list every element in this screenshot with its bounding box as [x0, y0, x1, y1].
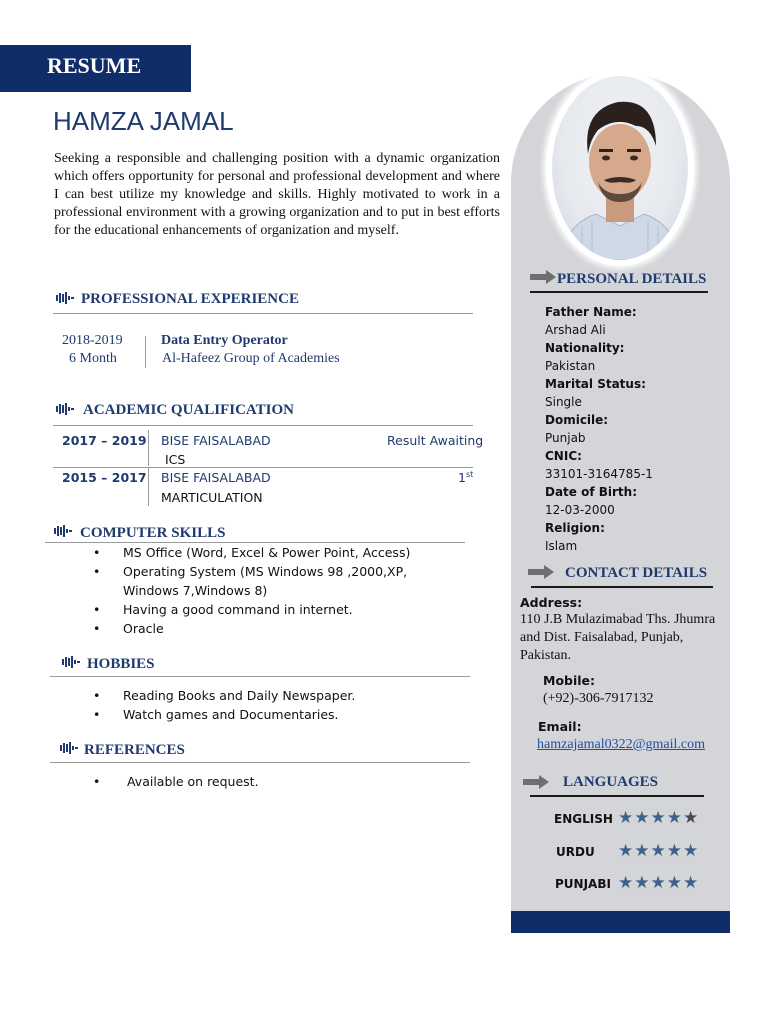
- field-value: Islam: [545, 539, 578, 553]
- divider: [531, 586, 713, 588]
- field-value: 33101-3164785-1: [545, 467, 653, 481]
- mobile-value: (+92)-306-7917132: [543, 691, 654, 706]
- hobbies-title: HOBBIES: [87, 656, 155, 672]
- list-item: • Operating System (MS Windows 98 ,2000,XP, Windows 7,Windows 8): [93, 562, 473, 600]
- experience-duration: 6 Month: [69, 351, 117, 366]
- references-title: REFERENCES: [84, 742, 185, 758]
- divider: [50, 762, 470, 763]
- academic-degree: MARTICULATION: [161, 490, 263, 505]
- email-label: Email:: [538, 719, 582, 734]
- profile-photo: [552, 76, 688, 260]
- divider: [530, 291, 708, 293]
- divider: [53, 425, 473, 426]
- section-grid-icon: [54, 525, 72, 537]
- experience-years: 2018-2019: [62, 333, 123, 348]
- languages-title: LANGUAGES: [563, 774, 659, 790]
- divider: [148, 430, 149, 466]
- objective-text: Seeking a responsible and challenging position with a dynamic organization which offers opportunity for personal and professional development and where I can best utilize my knowledge and skills. Highly motivated to work in a professional environment with a growing organization and to put in best efforts for the educational enhancements of organization and myself.: [54, 151, 500, 238]
- address-label: Address:: [520, 595, 583, 610]
- field-value: Pakistan: [545, 359, 596, 373]
- section-grid-icon: [56, 403, 74, 415]
- star-icon: ★★★★★: [618, 808, 700, 828]
- skills-title: COMPUTER SKILLS: [80, 525, 226, 541]
- field-label: Religion:: [545, 521, 605, 535]
- experience-title: PROFESSIONAL EXPERIENCE: [81, 291, 299, 307]
- list-item: • Reading Books and Daily Newspaper.: [93, 686, 473, 705]
- divider: [50, 676, 470, 677]
- field-value: Arshad Ali: [545, 323, 606, 337]
- divider: [53, 467, 473, 468]
- academic-result: Result Awaiting: [387, 433, 484, 448]
- person-icon: [552, 76, 688, 260]
- skills-list: [93, 543, 473, 638]
- list-item: • Available on request.: [93, 772, 473, 791]
- contact-details-title: CONTACT DETAILS: [565, 565, 708, 581]
- experience-company: Al-Hafeez Group of Academies: [162, 351, 340, 366]
- sidebar-footer-bar: [511, 911, 730, 933]
- rating-stars: [618, 808, 699, 828]
- arrow-right-icon: [523, 775, 549, 789]
- arrow-right-icon: [530, 270, 556, 284]
- academic-result: 1st: [458, 470, 474, 486]
- section-grid-icon: [62, 656, 80, 668]
- resume-tag-label: RESUME: [47, 53, 142, 78]
- divider: [530, 795, 704, 797]
- references-list: [93, 772, 473, 791]
- arrow-right-icon: [528, 565, 554, 579]
- field-label: Date of Birth:: [545, 485, 638, 499]
- list-item: • MS Office (Word, Excel & Power Point, Access): [93, 543, 473, 562]
- academic-board: BISE FAISALABAD: [161, 470, 271, 485]
- divider: [148, 468, 149, 506]
- field-label: Marital Status:: [545, 377, 646, 391]
- section-grid-icon: [56, 292, 74, 304]
- field-label: Nationality:: [545, 341, 625, 355]
- field-value: Single: [545, 395, 582, 409]
- divider: [145, 336, 146, 368]
- rating-stars: ★★★★★: [618, 841, 700, 861]
- section-grid-icon: [60, 742, 78, 754]
- language-name: URDU: [556, 845, 595, 859]
- divider: [53, 313, 473, 314]
- personal-details-list: [545, 305, 705, 557]
- list-item: • Oracle: [93, 619, 473, 638]
- language-name: PUNJABI: [555, 877, 611, 891]
- academic-years: 2015 – 2017: [62, 470, 147, 485]
- field-label: Domicile:: [545, 413, 609, 427]
- field-value: Punjab: [545, 431, 586, 445]
- resume-tag: [0, 45, 191, 92]
- list-item: • Watch games and Documentaries.: [93, 705, 473, 724]
- email-link[interactable]: hamzajamal0322@gmail.com: [537, 737, 706, 752]
- academic-degree: ICS: [165, 452, 186, 467]
- academic-board: BISE FAISALABAD: [161, 433, 271, 448]
- field-label: CNIC:: [545, 449, 582, 463]
- experience-role: Data Entry Operator: [161, 333, 288, 348]
- personal-details-title: PERSONAL DETAILS: [557, 271, 707, 287]
- rating-stars: ★★★★★: [618, 873, 700, 893]
- profile-photo-frame: [546, 70, 694, 266]
- candidate-name: HAMZA JAMAL: [53, 106, 234, 136]
- academic-title: ACADEMIC QUALIFICATION: [83, 402, 294, 418]
- field-label: Father Name:: [545, 305, 637, 319]
- mobile-label: Mobile:: [543, 673, 596, 688]
- academic-years: 2017 – 2019: [62, 433, 147, 448]
- address-value: 110 J.B Mulazimabad Ths. Jhumra and Dist. Faisalabad, Punjab, Pakistan.: [520, 612, 716, 663]
- hobbies-list: [93, 686, 473, 724]
- language-name: ENGLISH: [554, 812, 613, 826]
- list-item: • Having a good command in internet.: [93, 600, 473, 619]
- field-value: 12-03-2000: [545, 503, 615, 517]
